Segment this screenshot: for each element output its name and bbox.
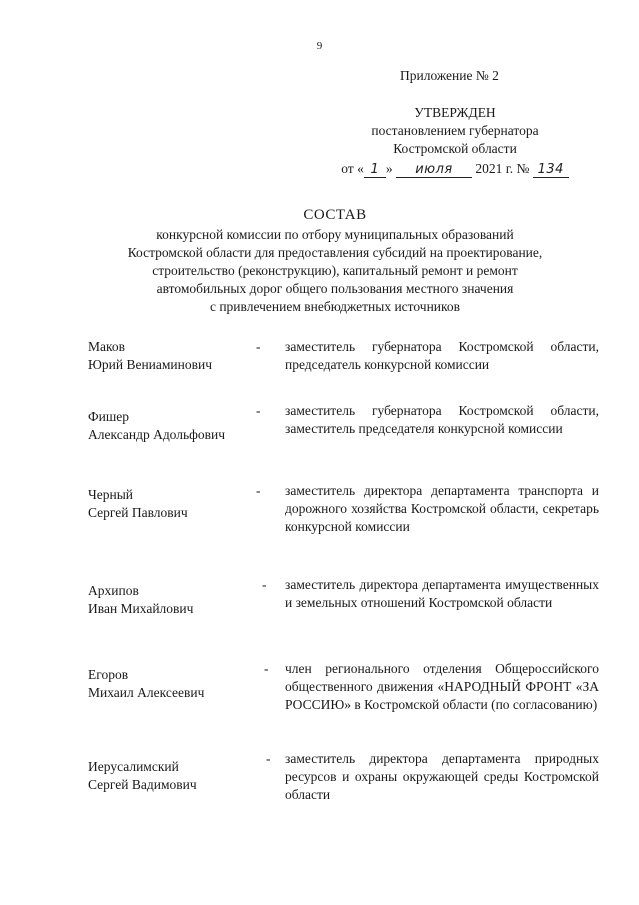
member-surname: Фишер — [88, 409, 130, 424]
title-line: конкурсной комиссии по отбору муниципальных образований — [156, 227, 514, 242]
member-role: заместитель губернатора Костромской области, председатель конкурсной комиссии — [285, 339, 599, 372]
member-role: заместитель губернатора Костромской области, заместитель председателя конкурсной комиссии — [285, 403, 599, 436]
title-line: Костромской области для предоставления субсидий на проектирование, — [127, 245, 543, 260]
handwritten-month: июля — [396, 163, 472, 178]
member-dash: - — [256, 339, 261, 354]
member-dash: - — [256, 403, 261, 418]
member-dash: - — [256, 483, 261, 498]
member-given-names: Иван Михайлович — [88, 601, 194, 616]
member-given-names: Александр Адольфович — [88, 427, 226, 442]
member-surname: Иерусалимский — [88, 759, 179, 774]
document-title-block — [90, 206, 580, 316]
member-given-names: Сергей Вадимович — [88, 777, 197, 792]
member-role: заместитель директора департамента транспорта и дорожного хозяйства Костромской области, секретарь конкурсной комиссии — [285, 483, 599, 534]
decree-date-line — [341, 160, 569, 178]
handwritten-doc-number: 134 — [533, 163, 569, 178]
title-line: строительство (реконструкцию), капитальный ремонт и ремонт — [152, 263, 518, 278]
approval-block — [300, 104, 610, 178]
title-line: автомобильных дорог общего пользования местного значения — [156, 281, 514, 296]
member-name — [88, 582, 258, 618]
date-year: 2021 г. № — [475, 161, 530, 176]
member-role: член регионального отделения Общероссийского общественного движения «НАРОДНЫЙ ФРОНТ «ЗА РОССИЮ» в Костромской области (по согласованию) — [285, 661, 599, 712]
member-given-names: Михаил Алексеевич — [88, 685, 205, 700]
member-surname: Архипов — [88, 583, 139, 598]
page-number: 9 — [316, 40, 323, 52]
title-line: с привлечением внебюджетных источников — [209, 299, 461, 314]
date-prefix: от « — [341, 161, 364, 176]
region-line: Костромской области — [393, 141, 517, 156]
member-surname: Маков — [88, 339, 125, 354]
decree-line: постановлением губернатора — [371, 123, 539, 138]
member-given-names: Сергей Павлович — [88, 505, 188, 520]
member-given-names: Юрий Вениаминович — [88, 357, 213, 372]
member-surname: Черный — [88, 487, 134, 502]
member-dash: - — [264, 661, 269, 676]
date-mid: » — [385, 161, 393, 176]
handwritten-day: 1 — [364, 163, 386, 178]
member-name — [88, 758, 258, 794]
member-surname: Егоров — [88, 667, 129, 682]
member-name — [88, 486, 258, 522]
member-name — [88, 408, 258, 444]
approved-heading: УТВЕРЖДЕН — [414, 105, 496, 120]
member-dash: - — [262, 577, 267, 592]
member-role: заместитель директора департамента природных ресурсов и охраны окружающей среды Костромской области — [285, 751, 599, 802]
member-dash: - — [266, 751, 271, 766]
appendix-label: Приложение № 2 — [400, 68, 499, 83]
member-name — [88, 338, 258, 374]
member-name — [88, 666, 258, 702]
member-role: заместитель директора департамента имущественных и земельных отношений Костромской области — [285, 577, 599, 610]
document-title: СОСТАВ — [303, 207, 367, 223]
